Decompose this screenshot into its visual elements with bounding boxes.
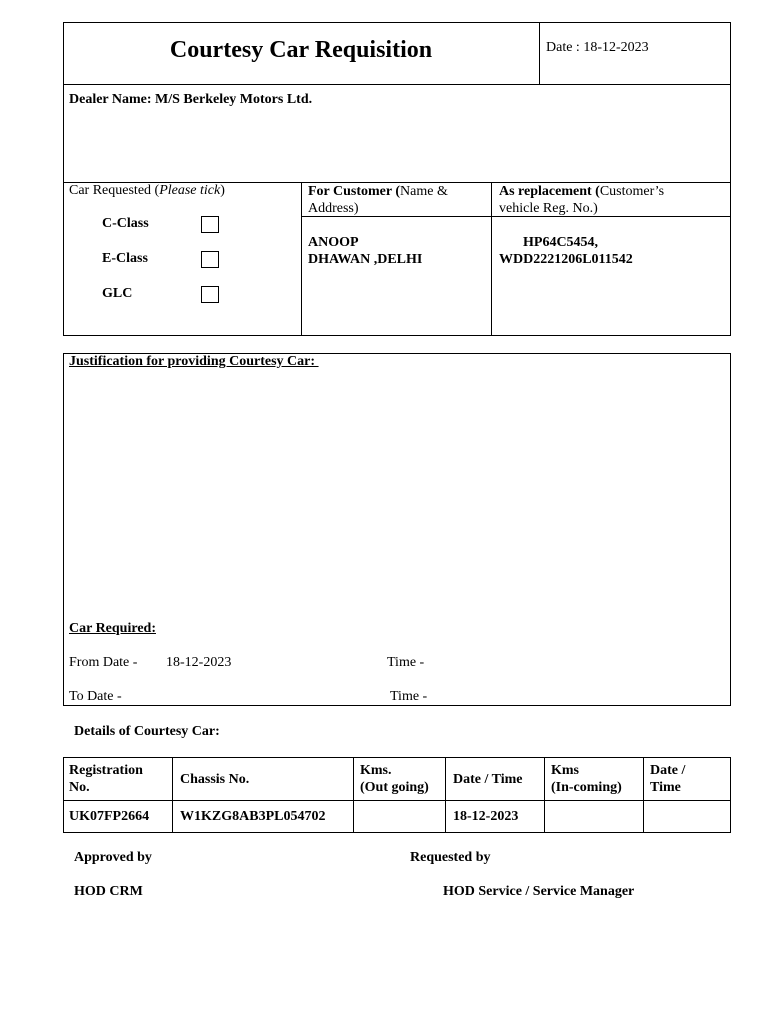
cell-registration-no: UK07FP2664 [69,809,150,824]
divider [491,182,492,336]
customer-name: ANOOP DHAWAN ,DELHI [308,235,423,267]
divider [539,22,540,84]
header-date-time-out: Date / Time [453,772,523,787]
cell-date-time-out: 18-12-2023 [453,809,519,824]
divider [643,757,644,833]
page-title: Courtesy Car Requisition [169,37,433,63]
from-date-label: From Date - [69,655,138,670]
for-customer-header: For Customer (Name & Address) [308,184,448,216]
option-c-class-checkbox[interactable] [201,216,219,233]
justification-label: Justification for providing Courtesy Car: [69,354,319,369]
requested-role: HOD Service / Service Manager [443,884,635,899]
header-date-time-in: Date / Time [650,763,686,795]
details-label: Details of Courtesy Car: [74,724,220,739]
divider [63,84,731,85]
justification-box [63,353,731,706]
divider [301,182,302,336]
replacement-header: As replacement (Customer’s vehicle Reg. No.) [499,184,665,216]
header-kms-out: Kms. (Out going) [360,763,429,795]
requested-by-label: Requested by [410,850,491,865]
header-chassis-no: Chassis No. [180,772,250,787]
to-date-label: To Date - [69,689,122,704]
divider [544,757,545,833]
divider [63,800,731,801]
from-time-label: Time - [387,655,425,670]
option-c-class-label: C-Class [102,216,149,231]
header-registration-no: Registration No. [69,763,143,795]
option-e-class-checkbox[interactable] [201,251,219,268]
header-kms-in: Kms (In-coming) [551,763,622,795]
replacement-reg-no: HP64C5454, WDD2221206L011542 [499,235,633,267]
requisition-form-box [63,22,731,336]
to-time-label: Time - [390,689,428,704]
option-glc-label: GLC [102,286,133,301]
divider [353,757,354,833]
dealer-name: Dealer Name: M/S Berkeley Motors Ltd. [69,92,313,107]
car-required-label: Car Required: [69,621,156,636]
option-e-class-label: E-Class [102,251,148,266]
car-requested-label: Car Requested (Please tick) [69,183,225,198]
option-glc-checkbox[interactable] [201,286,219,303]
from-date-value: 18-12-2023 [166,655,232,670]
cell-chassis-no: W1KZG8AB3PL054702 [180,809,326,824]
divider [445,757,446,833]
divider [172,757,173,833]
approved-by-label: Approved by [74,850,152,865]
form-date: Date : 18-12-2023 [546,40,649,55]
approved-role: HOD CRM [74,884,143,899]
